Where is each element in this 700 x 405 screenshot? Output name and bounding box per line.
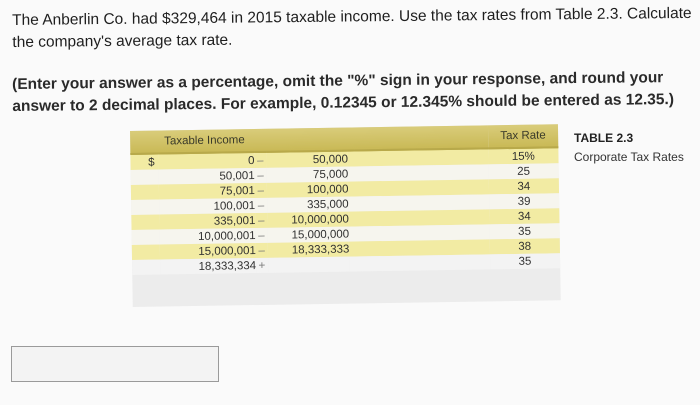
tax-rate-value: 25	[488, 163, 558, 179]
tax-rate-value: 38	[490, 238, 560, 254]
income-lower-bound: 335,001	[159, 213, 255, 230]
header-tax-rate: Tax Rate	[488, 124, 559, 148]
income-upper-bound: 100,000	[266, 182, 348, 198]
income-lower-bound: 100,001	[159, 198, 255, 215]
range-separator: –	[255, 183, 267, 198]
range-separator: +	[256, 258, 268, 273]
income-upper-bound: 15,000,000	[267, 227, 349, 243]
tax-rate-value: 39	[489, 193, 559, 209]
table-caption-subtitle: Corporate Tax Rates	[574, 150, 684, 164]
income-lower-bound: 15,000,001	[160, 243, 256, 260]
range-separator: –	[256, 243, 268, 258]
tax-rate-value: 35	[489, 223, 559, 239]
question-text: The Anberlin Co. had $329,464 in 2015 taxable income. Use the tax rates from Table 2.3. Calculate the company's average tax rate.	[12, 4, 692, 51]
income-lower-bound: 18,333,334	[160, 258, 256, 275]
tax-rate-value: 35	[490, 253, 560, 269]
income-lower-bound: 75,001	[159, 183, 255, 200]
income-upper-bound	[268, 257, 350, 273]
income-lower-bound: 10,000,001	[160, 228, 256, 245]
answer-instructions: (Enter your answer as a percentage, omit the "%" sign in your response, and round your answer to 2 decimal places. For example, 0.12345 or 12.345% should be entered as 12.35.)	[12, 69, 675, 115]
range-separator: –	[255, 198, 267, 213]
range-separator: –	[255, 213, 267, 228]
income-upper-bound: 335,000	[267, 197, 349, 213]
range-separator: –	[254, 152, 266, 168]
income-upper-bound: 18,333,333	[267, 242, 349, 258]
table-caption-title: TABLE 2.3	[574, 131, 634, 145]
income-upper-bound: 50,000	[266, 151, 348, 168]
tax-rate-table-image	[130, 124, 561, 307]
header-taxable-income: Taxable Income	[130, 125, 488, 154]
tax-rate-table	[130, 124, 560, 275]
tax-rate-value: 34	[489, 208, 559, 224]
answer-input[interactable]	[11, 346, 219, 382]
income-lower-bound: 50,001	[159, 168, 255, 185]
income-lower-bound: 0	[158, 152, 254, 170]
range-separator: –	[255, 168, 267, 183]
currency-symbol: $	[130, 154, 158, 170]
income-upper-bound: 10,000,000	[267, 212, 349, 228]
tax-rate-value: 34	[489, 178, 559, 194]
tax-rate-value: 15%	[488, 147, 558, 164]
range-separator: –	[255, 228, 267, 243]
table-caption	[574, 129, 684, 167]
income-upper-bound: 75,000	[266, 167, 348, 183]
